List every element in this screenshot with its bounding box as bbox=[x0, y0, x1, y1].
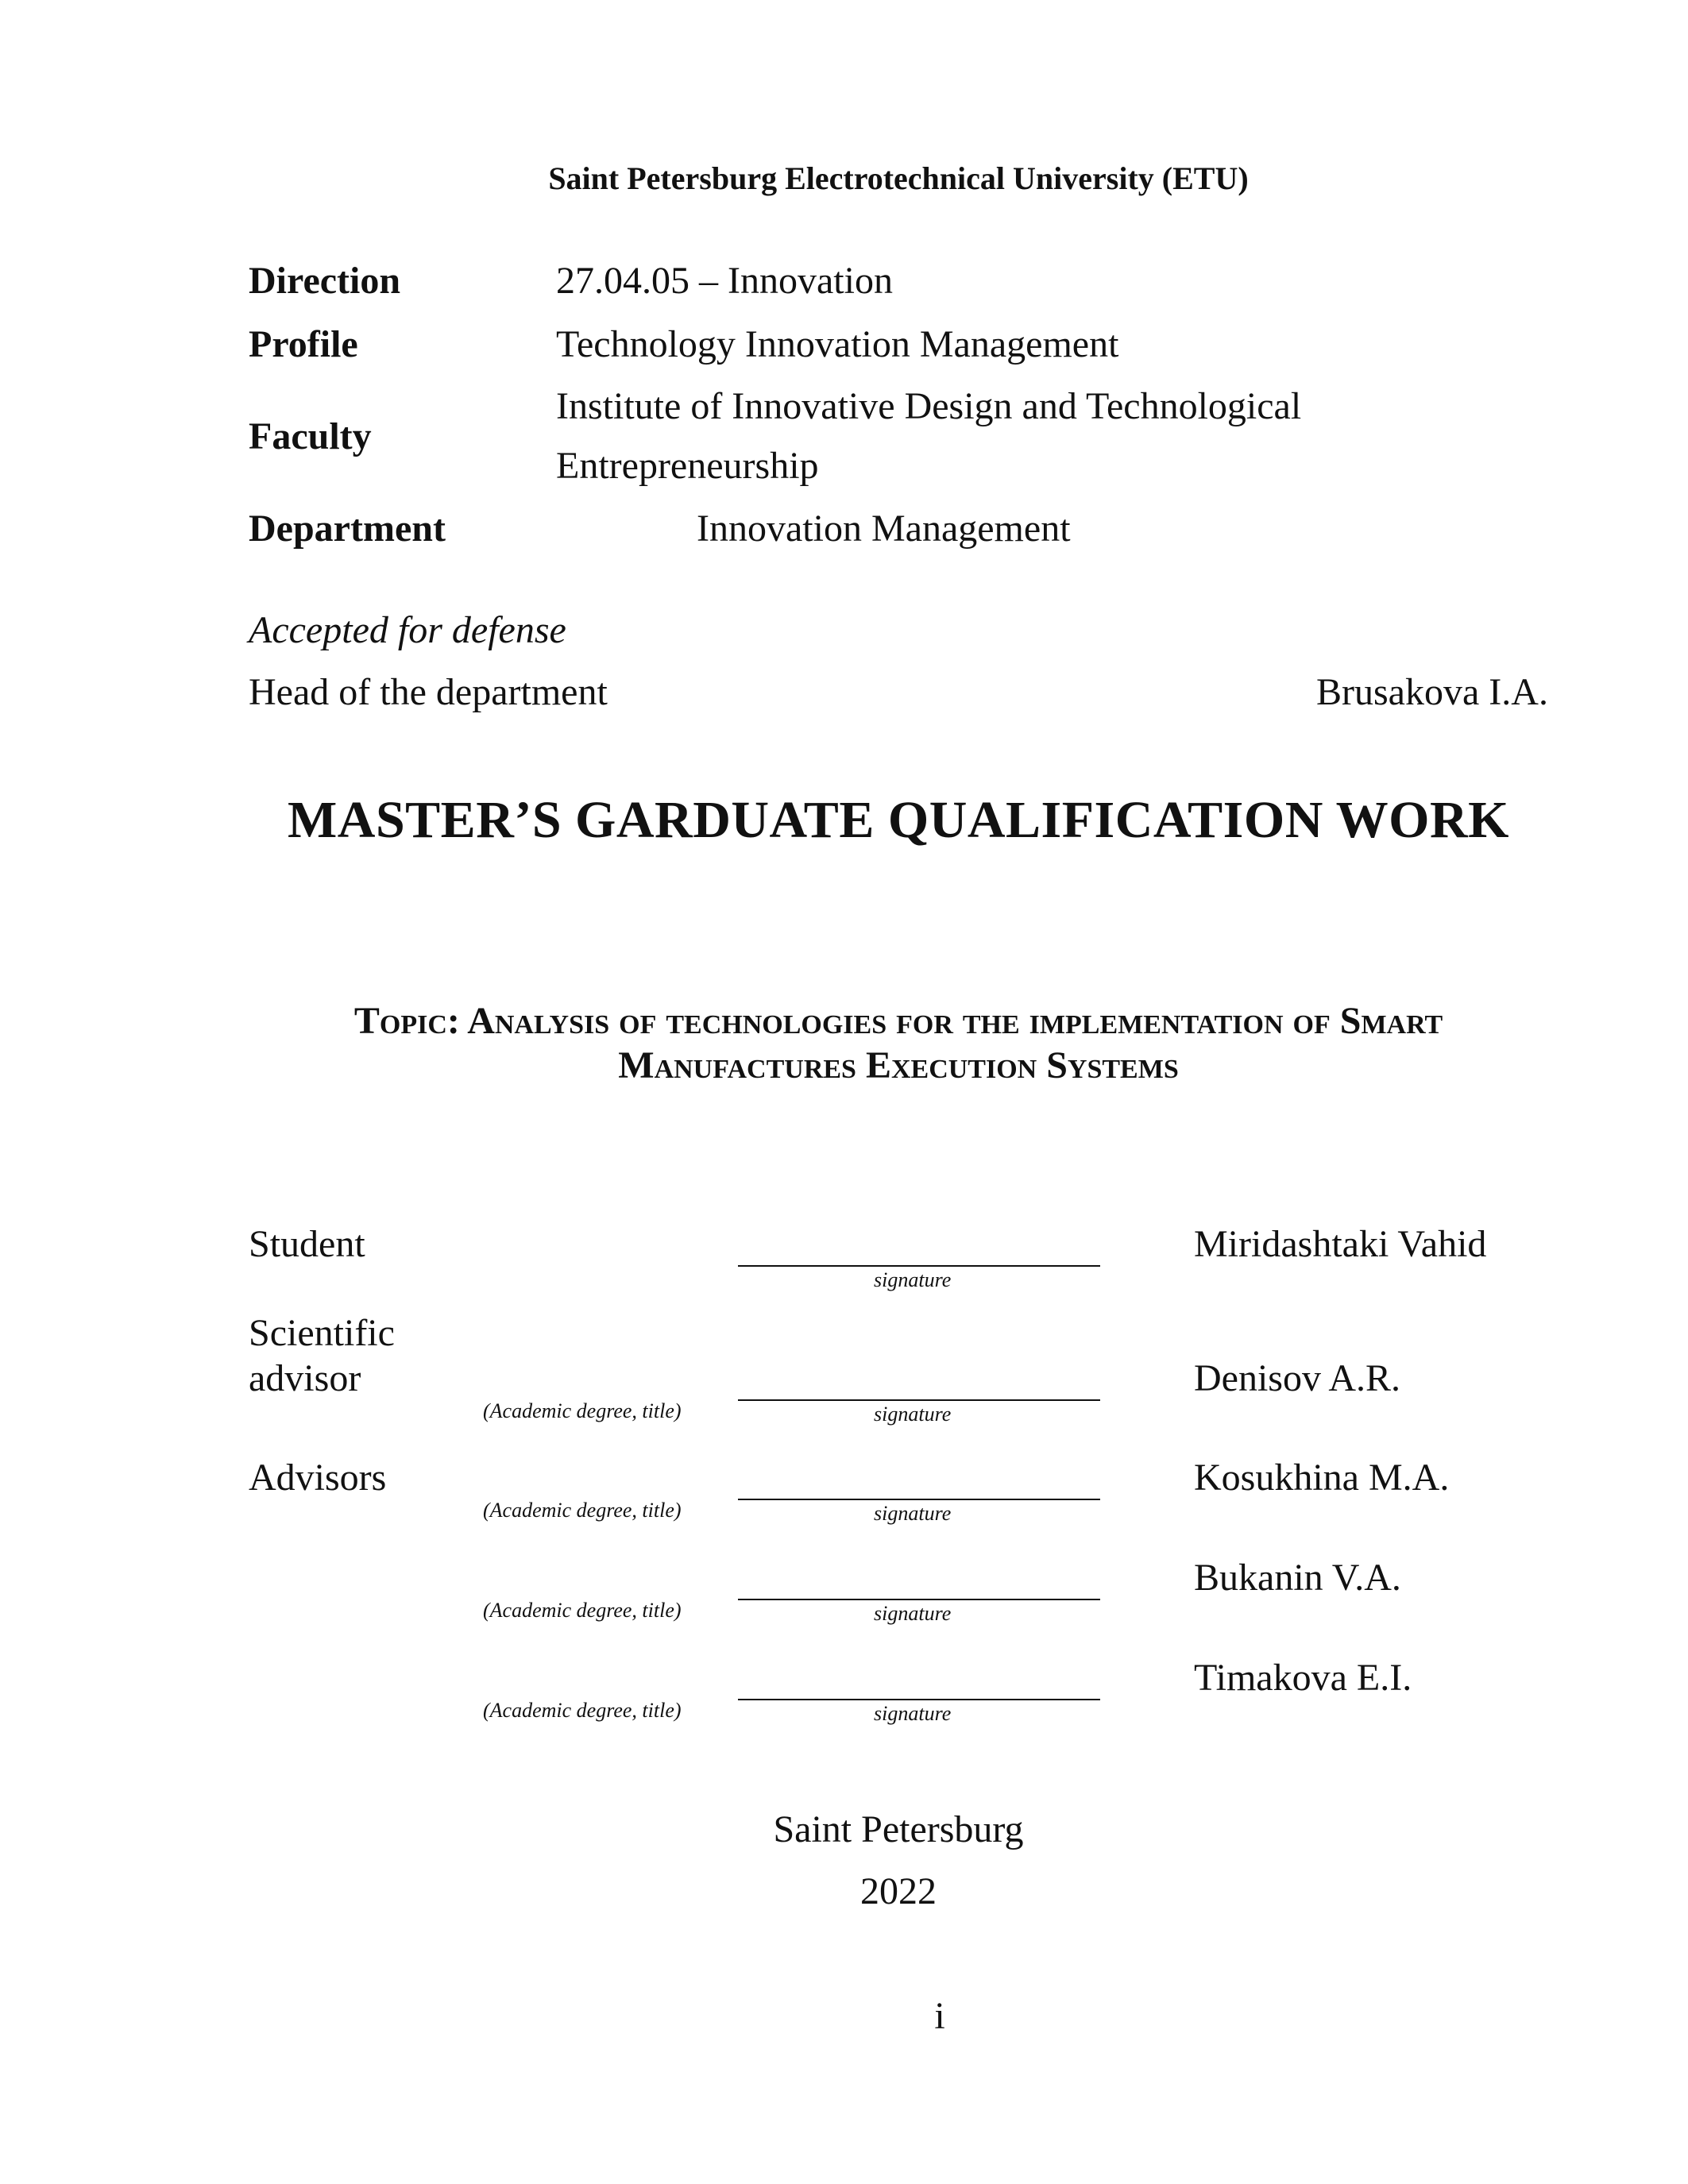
profile-value: Technology Innovation Management bbox=[556, 323, 1119, 365]
page-number: i bbox=[934, 1995, 945, 2037]
topic-line2: Manufactures Execution Systems bbox=[618, 1044, 1179, 1086]
advisor1-signature-line bbox=[738, 1499, 1100, 1500]
city: Saint Petersburg bbox=[773, 1808, 1024, 1850]
scientific-advisor-signature-caption: signature bbox=[874, 1403, 952, 1426]
advisor3-degree-caption: (Academic degree, title) bbox=[483, 1699, 682, 1722]
student-label: Student bbox=[249, 1223, 365, 1265]
scientific-advisor-label-line2: advisor bbox=[249, 1357, 361, 1399]
document-title: MASTER’S GARDUATE QUALIFICATION WORK bbox=[288, 791, 1509, 849]
scientific-advisor-label-line1: Scientific bbox=[249, 1312, 395, 1354]
direction-label: Direction bbox=[249, 260, 401, 302]
advisors-label: Advisors bbox=[249, 1457, 387, 1499]
advisor3-signature-caption: signature bbox=[874, 1702, 952, 1725]
topic-line1: Topic: Analysis of technologies for the implementation of Smart bbox=[353, 1000, 1443, 1042]
student-name: Miridashtaki Vahid bbox=[1194, 1223, 1487, 1265]
head-of-department-name: Brusakova I.A. bbox=[1316, 671, 1548, 713]
university-name: Saint Petersburg Electrotechnical University (ETU) bbox=[548, 160, 1249, 196]
advisor2-signature-line bbox=[738, 1599, 1100, 1600]
profile-label: Profile bbox=[249, 323, 358, 365]
student-signature-caption: signature bbox=[874, 1268, 952, 1291]
faculty-value-line1: Institute of Innovative Design and Technological bbox=[556, 385, 1302, 427]
department-value: Innovation Management bbox=[697, 507, 1071, 550]
student-signature-line bbox=[738, 1265, 1100, 1267]
direction-value: 27.04.05 – Innovation bbox=[556, 260, 893, 302]
advisor3-signature-line bbox=[738, 1699, 1100, 1700]
advisor1-signature-caption: signature bbox=[874, 1502, 952, 1525]
scientific-advisor-signature-line bbox=[738, 1399, 1100, 1401]
advisor1-degree-caption: (Academic degree, title) bbox=[483, 1499, 682, 1522]
scientific-advisor-degree-caption: (Academic degree, title) bbox=[483, 1399, 682, 1422]
scientific-advisor-name: Denisov A.R. bbox=[1194, 1357, 1401, 1399]
advisor3-name: Timakova E.I. bbox=[1194, 1657, 1412, 1699]
year: 2022 bbox=[860, 1870, 937, 1912]
head-of-department-label: Head of the department bbox=[249, 671, 608, 713]
advisor2-signature-caption: signature bbox=[874, 1602, 952, 1625]
faculty-label: Faculty bbox=[249, 415, 372, 457]
advisor2-name: Bukanin V.A. bbox=[1194, 1557, 1401, 1599]
advisor2-degree-caption: (Academic degree, title) bbox=[483, 1599, 682, 1622]
advisor1-name: Kosukhina M.A. bbox=[1194, 1457, 1450, 1499]
department-label: Department bbox=[249, 507, 446, 550]
accepted-for-defense: Accepted for defense bbox=[249, 609, 566, 651]
faculty-value-line2: Entrepreneurship bbox=[556, 445, 819, 487]
